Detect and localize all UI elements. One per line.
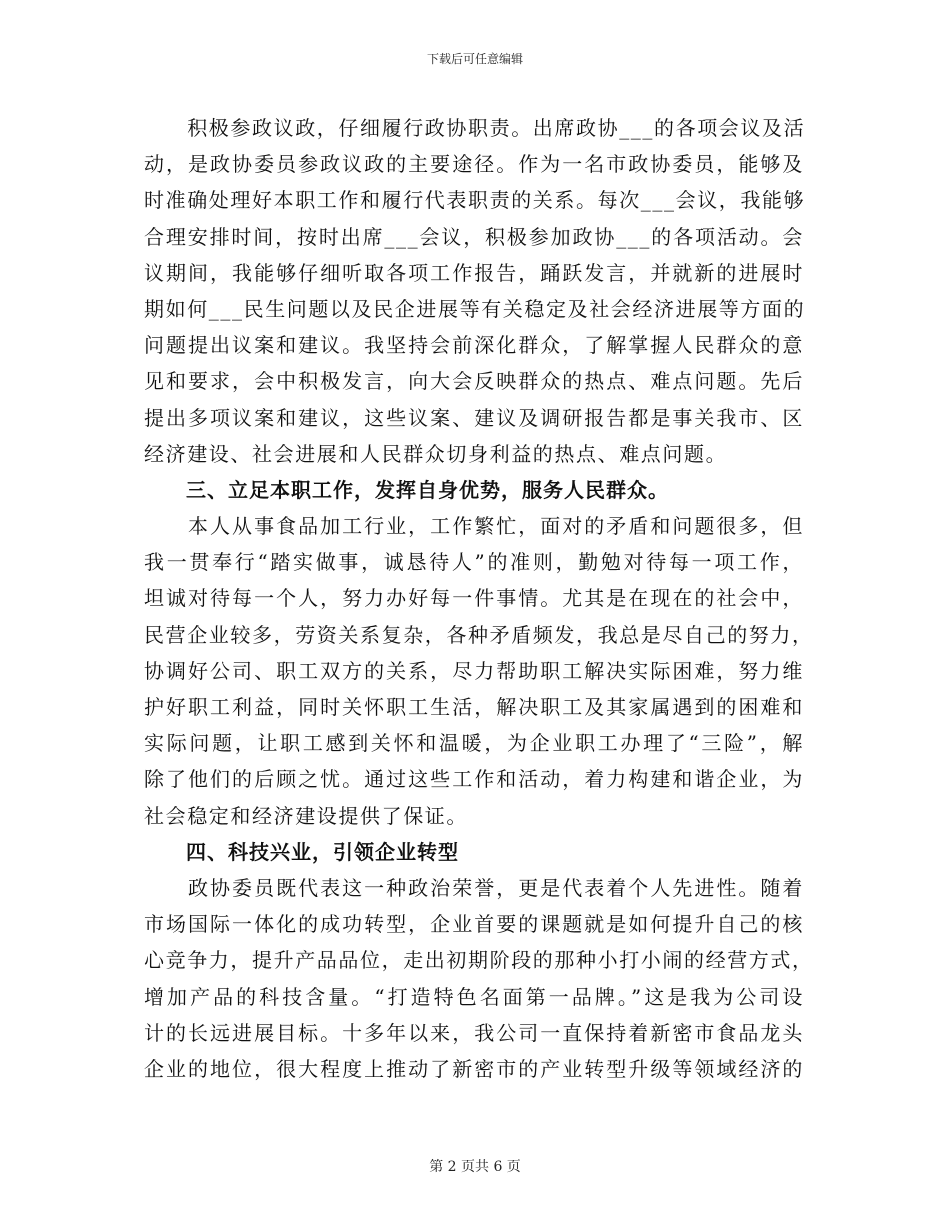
paragraph-line: 企业的地位，很大程度上推动了新密市的产业转型升级等领域经济的 xyxy=(144,1056,804,1081)
paragraph-line: 问题提出议案和建议。我坚持会前深化群众，了解掌握人民群众的意 xyxy=(144,333,804,358)
paragraph-line: 见和要求，会中积极发言，向大会反映群众的热点、难点问题。先后 xyxy=(144,369,804,394)
paragraph-line: 民营企业较多，劳资关系复杂，各种矛盾频发，我总是尽自己的努力， xyxy=(144,622,814,647)
paragraph-line: 坦诚对待每一个人，努力办好每一件事情。尤其是在现在的社会中， xyxy=(144,586,804,611)
paragraph-line: 时准确处理好本职工作和履行代表职责的关系。每次___会议，我能够 xyxy=(144,188,806,213)
paragraph-line: 实际问题，让职工感到关怀和温暖，为企业职工办理了“三险”，解 xyxy=(144,731,804,756)
paragraph-line: 增加产品的科技含量。“打造特色名面第一品牌。”这是我为公司设 xyxy=(144,984,804,1009)
paragraph-line: 市场国际一体化的成功转型，企业首要的课题就是如何提升自己的核 xyxy=(144,912,804,937)
page-header: 下载后可任意编辑 xyxy=(426,52,523,66)
section-heading-3: 三、立足本职工作，发挥自身优势，服务人民群众。 xyxy=(144,477,669,502)
paragraph-line: 社会稳定和经济建设提供了保证。 xyxy=(144,803,468,828)
paragraph-line: 计的长远进展目标。十多年以来，我公司一直保持着新密市食品龙头 xyxy=(144,1020,804,1045)
paragraph-line: 议期间，我能够仔细听取各项工作报告，踊跃发言，并就新的进展时 xyxy=(144,260,804,285)
paragraph-line: 期如何___民生问题以及民企进展等有关稳定及社会经济进展等方面的 xyxy=(144,296,806,321)
paragraph-line: 合理安排时间，按时出席___会议，积极参加政协___的各项活动。会 xyxy=(144,224,804,249)
paragraph-line: 积极参政议政，仔细履行政协职责。出席政协___的各项会议及活 xyxy=(144,116,806,140)
paragraph-line: 经济建设、社会进展和人民群众切身利益的热点、难点问题。 xyxy=(144,441,728,466)
page-footer: 第 2 页共 6 页 xyxy=(429,1159,521,1175)
document-body xyxy=(144,110,814,1087)
paragraph-line: 协调好公司、职工双方的关系，尽力帮助职工解决实际困难，努力维 xyxy=(144,658,804,683)
paragraph-line: 我一贯奉行“踏实做事，诚恳待人”的准则，勤勉对待每一项工作， xyxy=(144,550,804,575)
paragraph-line: 提出多项议案和建议，这些议案、建议及调研报告都是事关我市、区 xyxy=(144,405,804,430)
paragraph-line: 护好职工利益，同时关怀职工生活，解决职工及其家属遇到的困难和 xyxy=(144,695,804,719)
paragraph-line: 动，是政协委员参政议政的主要途径。作为一名市政协委员，能够及 xyxy=(144,152,804,177)
paragraph-line: 政协委员既代表这一种政治荣誉，更是代表着个人先进性。随着 xyxy=(144,875,804,900)
paragraph-line: 除了他们的后顾之忧。通过这些工作和活动，着力构建和谐企业，为 xyxy=(144,767,804,792)
paragraph-line: 本人从事食品加工行业，工作繁忙，面对的矛盾和问题很多，但 xyxy=(144,514,804,539)
paragraph-line: 心竞争力，提升产品品位，走出初期阶段的那种小打小闹的经营方式， xyxy=(144,948,814,973)
section-heading-4: 四、科技兴业，引领企业转型 xyxy=(144,839,459,864)
